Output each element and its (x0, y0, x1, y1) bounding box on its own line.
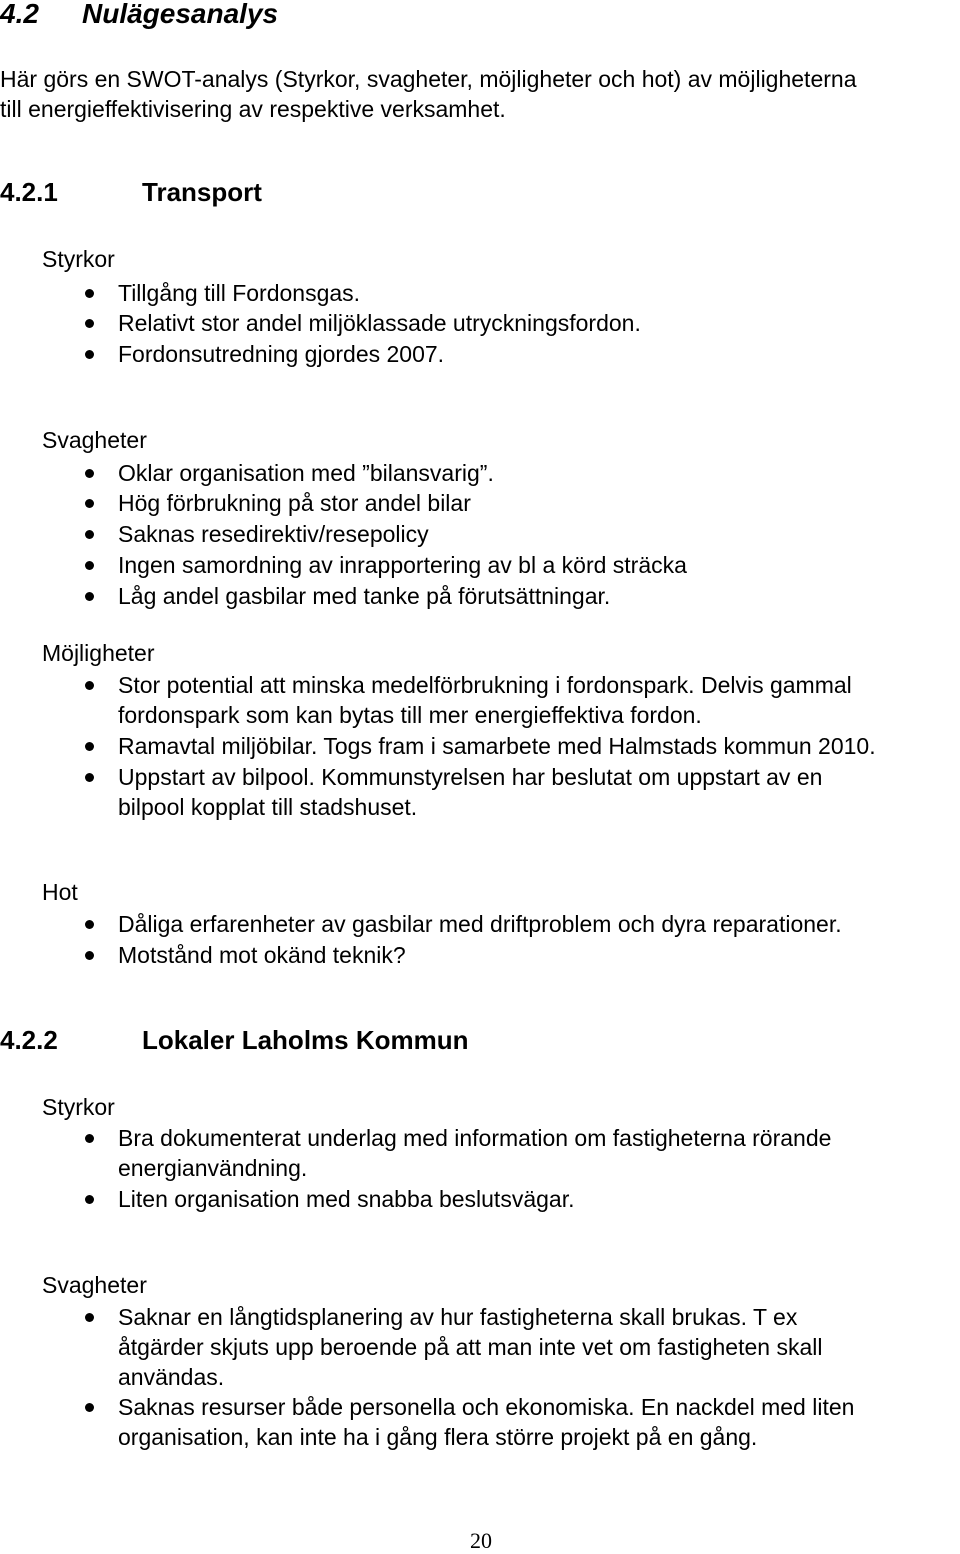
bullet (85, 319, 94, 328)
bullet (85, 530, 94, 539)
hot-heading: Hot (42, 879, 78, 905)
intro-line-2: till energieffektivisering av respektive verksamhet. (0, 96, 506, 122)
list-item-continuation: användas. (118, 1364, 225, 1390)
mojligheter-heading: Möjligheter (42, 640, 155, 666)
list-item: Fordonsutredning gjordes 2007. (118, 341, 445, 367)
bullet (85, 951, 94, 960)
bullet (85, 773, 94, 782)
bullet (85, 1195, 94, 1204)
styrkor-heading: Styrkor (42, 1094, 115, 1120)
list-item: Saknas resedirektiv/resepolicy (118, 521, 429, 547)
list-item: Dåliga erfarenheter av gasbilar med driftproblem och dyra reparationer. (118, 911, 842, 937)
bullet (85, 469, 94, 478)
subsection-number: 4.2.1 (0, 177, 58, 207)
bullet (85, 681, 94, 690)
list-item: Stor potential att minska medelförbrukning i fordonspark. Delvis gammal (118, 672, 852, 698)
list-item: Bra dokumenterat underlag med information om fastigheterna rörande (118, 1125, 832, 1151)
list-item-continuation: bilpool kopplat till stadshuset. (118, 794, 418, 820)
svagheter-heading: Svagheter (42, 1272, 147, 1298)
list-item: Liten organisation med snabba beslutsvägar. (118, 1186, 575, 1212)
bullet (85, 920, 94, 929)
bullet (85, 1403, 94, 1412)
list-item: Ingen samordning av inrapportering av bl a körd sträcka (118, 552, 687, 578)
list-item-continuation: åtgärder skjuts upp beroende på att man inte vet om fastigheten skall (118, 1334, 823, 1360)
list-item: Motstånd mot okänd teknik? (118, 942, 406, 968)
bullet (85, 1313, 94, 1322)
list-item: Saknas resurser både personella och ekonomiska. En nackdel med liten (118, 1394, 855, 1420)
list-item-continuation: organisation, kan inte ha i gång flera större projekt på en gång. (118, 1424, 758, 1450)
section-number: 4.2 (0, 0, 39, 29)
list-item: Saknar en långtidsplanering av hur fastigheterna skall brukas. T ex (118, 1304, 798, 1330)
bullet (85, 350, 94, 359)
list-item: Hög förbrukning på stor andel bilar (118, 490, 471, 516)
subsection-title: Lokaler Laholms Kommun (142, 1025, 469, 1055)
page-number: 20 (470, 1528, 492, 1553)
svagheter-heading: Svagheter (42, 427, 147, 453)
list-item: Oklar organisation med ”bilansvarig”. (118, 460, 494, 486)
bullet (85, 742, 94, 751)
list-item: Relativt stor andel miljöklassade utryckningsfordon. (118, 310, 641, 336)
bullet (85, 592, 94, 601)
section-title: Nulägesanalys (82, 0, 279, 29)
bullet (85, 499, 94, 508)
intro-line-1: Här görs en SWOT-analys (Styrkor, svagheter, möjligheter och hot) av möjligheterna (0, 66, 857, 92)
subsection-number: 4.2.2 (0, 1025, 58, 1055)
styrkor-heading: Styrkor (42, 246, 115, 272)
bullet (85, 1134, 94, 1143)
bullet (85, 561, 94, 570)
bullet (85, 289, 94, 298)
subsection-title: Transport (142, 177, 262, 207)
list-item: Tillgång till Fordonsgas. (118, 280, 361, 306)
list-item-continuation: energianvändning. (118, 1155, 308, 1181)
list-item: Uppstart av bilpool. Kommunstyrelsen har beslutat om uppstart av en (118, 764, 823, 790)
list-item: Ramavtal miljöbilar. Togs fram i samarbete med Halmstads kommun 2010. (118, 733, 876, 759)
list-item: Låg andel gasbilar med tanke på förutsättningar. (118, 583, 611, 609)
list-item-continuation: fordonspark som kan bytas till mer energieffektiva fordon. (118, 702, 702, 728)
